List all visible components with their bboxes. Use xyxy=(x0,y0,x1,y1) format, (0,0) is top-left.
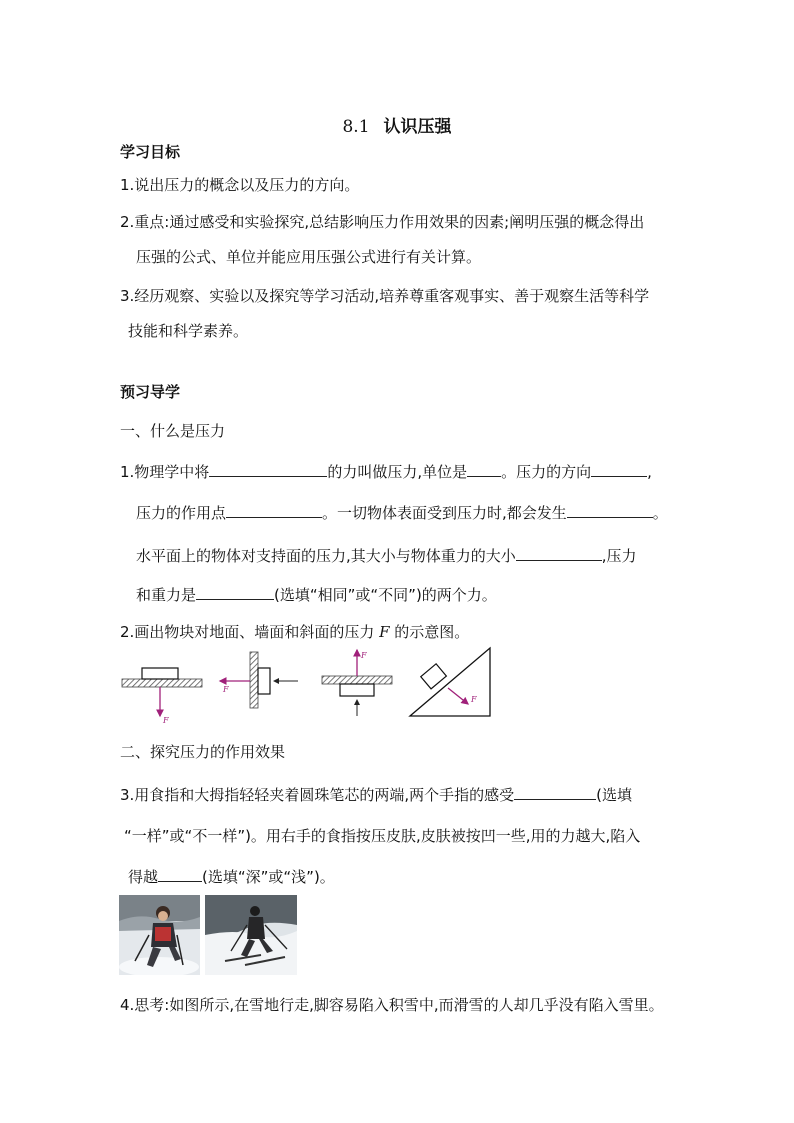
blank-input[interactable] xyxy=(591,462,647,477)
question-3-line-2: “一样”或“不一样”)。用右手的食指按压皮肤,皮肤被按凹一些,用的力越大,陷入 xyxy=(124,827,641,845)
blank-input[interactable] xyxy=(516,546,602,561)
blank-input[interactable] xyxy=(226,503,322,518)
section-1-heading: 一、什么是压力 xyxy=(120,422,226,440)
title-text: 认识压强 xyxy=(383,117,452,137)
goal-item-2-line-1: 2.重点:通过感受和实验探究,总结影响压力作用效果的因素;阐明压强的概念得出 xyxy=(120,213,645,231)
blank-input[interactable] xyxy=(158,867,202,882)
goal-item-1: 1.说出压力的概念以及压力的方向。 xyxy=(120,176,360,194)
goals-heading: 学习目标 xyxy=(120,143,181,161)
blank-input[interactable] xyxy=(209,462,327,477)
question-1-line-4: 和重力是 (选填“相同”或“不同”)的两个力。 xyxy=(136,586,497,604)
snow-walking-photo xyxy=(119,895,200,975)
goal-item-2-line-2: 压强的公式、单位并能应用压强公式进行有关计算。 xyxy=(136,248,482,266)
diagram-wall xyxy=(220,652,298,708)
diagram-ground xyxy=(122,668,202,724)
blank-input[interactable] xyxy=(514,785,596,800)
force-diagrams xyxy=(118,644,498,724)
diagram-incline xyxy=(410,648,490,716)
diagram-ceiling xyxy=(322,650,392,716)
blank-input[interactable] xyxy=(467,462,501,477)
question-3-line-3: 得越 (选填“深”或“浅”)。 xyxy=(128,868,335,886)
question-3-line-1: 3.用食指和大拇指轻轻夹着圆珠笔芯的两端,两个手指的感受 (选填 xyxy=(120,786,632,804)
section-2-heading: 二、探究压力的作用效果 xyxy=(120,743,286,761)
force-label: F xyxy=(163,716,169,724)
force-label: F xyxy=(471,695,477,704)
section-number: 8.1 xyxy=(342,117,370,137)
skiing-photo xyxy=(205,895,297,975)
goal-item-3-line-1: 3.经历观察、实验以及探究等学习活动,培养尊重客观事实、善于观察生活等科学 xyxy=(120,287,650,305)
question-1-line-2: 压力的作用点 。一切物体表面受到压力时,都会发生 。 xyxy=(136,504,668,522)
force-label: F xyxy=(361,651,367,660)
page-title xyxy=(0,112,794,137)
question-1-line-1: 1.物理学中将 的力叫做压力,单位是 。压力的方向 , xyxy=(120,463,652,481)
question-2: 2.画出物块对地面、墙面和斜面的压力 F 的示意图。 xyxy=(120,623,470,641)
goal-item-3-line-2: 技能和科学素养。 xyxy=(128,322,249,340)
blank-input[interactable] xyxy=(196,585,274,600)
force-label: F xyxy=(223,685,229,694)
blank-input[interactable] xyxy=(567,503,653,518)
question-4: 4.思考:如图所示,在雪地行走,脚容易陷入积雪中,而滑雪的人却几乎没有陷入雪里。 xyxy=(120,996,664,1014)
question-1-line-3: 水平面上的物体对支持面的压力,其大小与物体重力的大小 ,压力 xyxy=(136,547,637,565)
preview-heading: 预习导学 xyxy=(120,383,181,401)
